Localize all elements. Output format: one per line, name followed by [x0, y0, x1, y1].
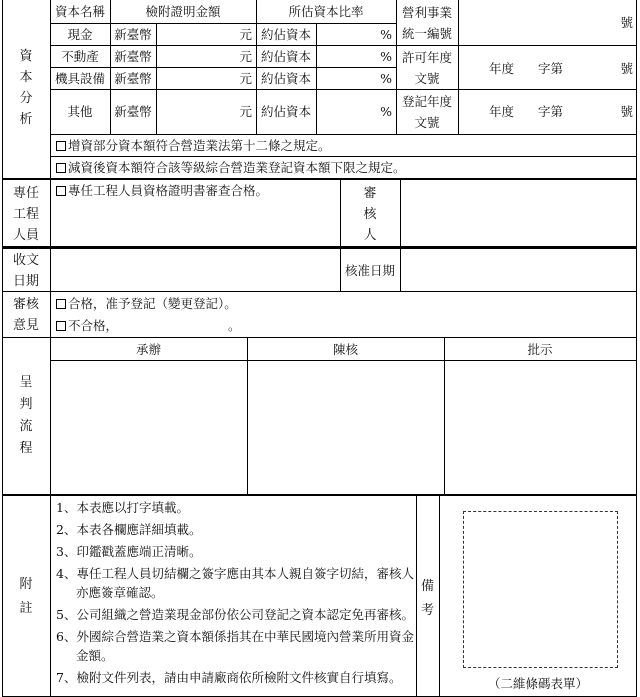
row-currency: 新臺幣 — [114, 49, 152, 64]
note-item: 1、本表應以打字填載。 — [56, 500, 189, 515]
row-pct: % — [380, 27, 392, 42]
check-fail[interactable]: 不合格， — [56, 318, 118, 333]
note-item-cont: 金額。 — [76, 648, 114, 663]
flow-col-review: 陳核 — [332, 342, 358, 357]
row-est: 約佔資本 — [260, 49, 311, 64]
fail-end: 。 — [228, 318, 241, 333]
barcode-area — [463, 511, 618, 668]
row-currency: 新臺幣 — [114, 71, 152, 86]
registration-no: 號 — [620, 104, 633, 119]
flow-side-label: 呈 判 流 程 — [19, 375, 33, 456]
row-currency: 新臺幣 — [114, 104, 152, 119]
note-item: 4、專任工程人員切結欄之簽字應由其本人親自簽字切結，審核人 — [56, 566, 414, 581]
header-ratio: 所估資本比率 — [288, 4, 364, 19]
checkbox-icon[interactable] — [56, 163, 66, 173]
check-capital-increase[interactable]: 增資部分資本額符合營造業法第十二條之規定。 — [56, 138, 331, 153]
registration-label-1: 登記年度 — [401, 94, 452, 109]
row-name: 機具設備 — [54, 71, 105, 86]
row-est: 約佔資本 — [260, 27, 311, 42]
barcode-caption: （二維條碼表單） — [487, 676, 588, 691]
row-unit: 元 — [239, 49, 252, 64]
row-name: 不動產 — [61, 49, 99, 64]
reviewer-label: 審 核 人 — [363, 186, 377, 243]
permit-word: 字第 — [538, 61, 564, 76]
flow-col-approve: 批示 — [527, 342, 553, 357]
registration-year: 年度 — [489, 104, 515, 119]
engineer-side-label: 專任 工程 人員 — [12, 186, 39, 243]
approval-date-label: 核准日期 — [344, 263, 395, 278]
check-capital-reduction[interactable]: 減資後資本額符合該等級綜合營造業登記資本額下限之規定。 — [56, 160, 406, 175]
row-currency: 新臺幣 — [114, 27, 152, 42]
row-unit: 元 — [239, 71, 252, 86]
row-name: 現金 — [67, 27, 93, 42]
row-est: 約佔資本 — [260, 71, 311, 86]
remark-label: 備 考 — [420, 579, 434, 618]
row-name: 其他 — [67, 104, 93, 119]
review-side-label: 審核 意見 — [12, 297, 39, 333]
note-item: 2、本表各欄應詳細填載。 — [56, 522, 202, 537]
permit-label-1: 許可年度 — [401, 50, 452, 65]
flow-col-handler: 承辦 — [135, 342, 161, 357]
permit-no: 號 — [620, 61, 633, 76]
registration-word: 字第 — [538, 104, 564, 119]
row-est: 約佔資本 — [260, 104, 311, 119]
check-pass[interactable]: 合格，准予登記（變更登記）。 — [56, 296, 237, 311]
check-engineer[interactable]: 專任工程人員資格證明書審查合格。 — [56, 183, 268, 198]
uniform-no-suffix: 號 — [620, 15, 633, 30]
checkbox-icon[interactable] — [56, 141, 66, 151]
checkbox-icon[interactable] — [56, 321, 66, 331]
row-pct: % — [380, 49, 392, 64]
note-item-cont: 亦應簽章確認。 — [76, 585, 164, 600]
note-item: 5、公司組織之營造業現金部份依公司登記之資本認定免再審核。 — [56, 607, 414, 622]
header-capital-name: 資本名稱 — [54, 4, 105, 19]
row-unit: 元 — [239, 27, 252, 42]
notes-side-label: 附 註 — [19, 577, 33, 616]
registration-label-2: 文號 — [414, 115, 440, 130]
checkbox-icon[interactable] — [56, 299, 66, 309]
permit-label-2: 文號 — [414, 71, 440, 86]
row-pct: % — [380, 104, 392, 119]
row-unit: 元 — [239, 104, 252, 119]
capital-side-label: 資 本 分 析 — [19, 49, 33, 127]
uniform-no-label-2: 統一編號 — [401, 26, 452, 41]
row-pct: % — [380, 71, 392, 86]
note-item: 3、印鑑戳蓋應端正清晰。 — [56, 544, 202, 559]
receipt-side-label: 收文 日期 — [12, 253, 39, 289]
note-item: 7、檢附文件列表，請由申請廠商依所檢附文件核實自行填寫。 — [56, 670, 402, 685]
note-item: 6、外國綜合營造業之資本額係指其在中華民國境內營業所用資金 — [56, 629, 414, 644]
checkbox-icon[interactable] — [56, 186, 66, 196]
border-right — [636, 0, 637, 697]
uniform-no-label-1: 營利事業 — [401, 5, 452, 20]
header-amount: 檢附證明金額 — [145, 4, 221, 19]
permit-year: 年度 — [489, 61, 515, 76]
